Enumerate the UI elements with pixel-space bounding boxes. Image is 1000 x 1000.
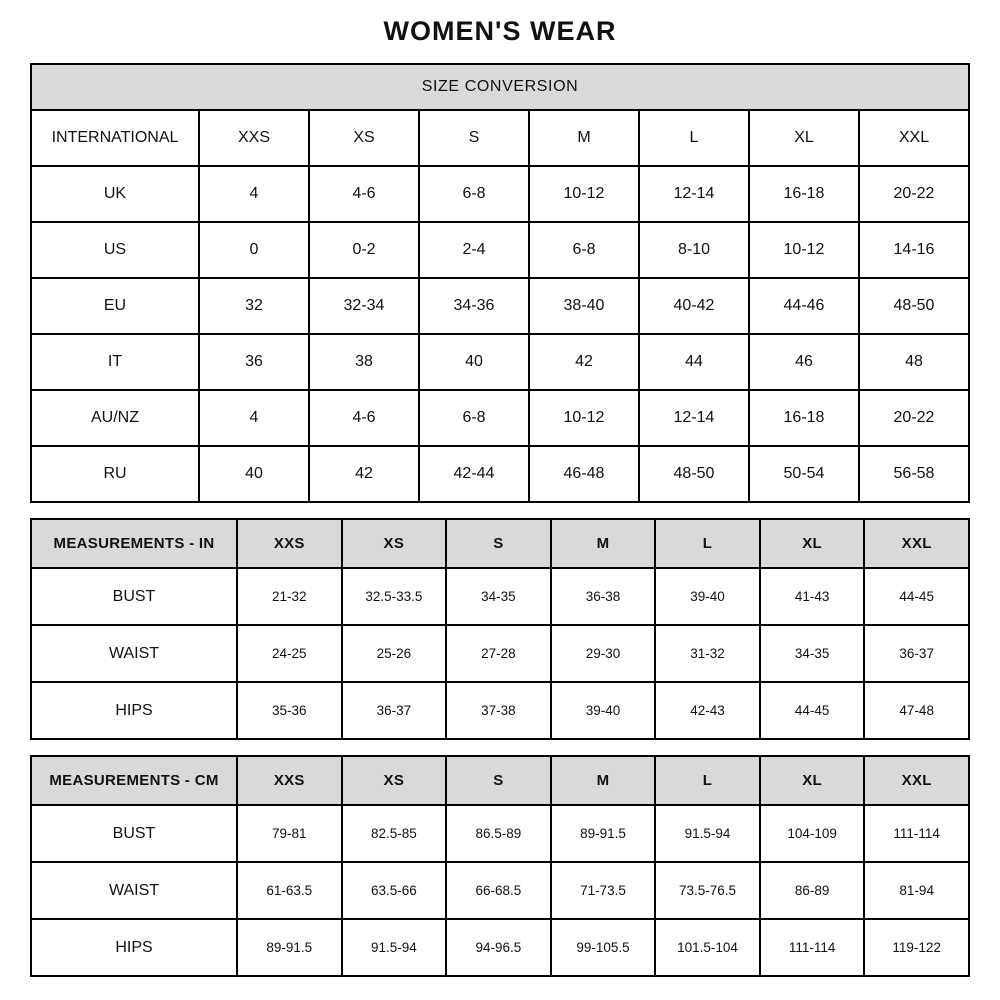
table-cell: 24-25 xyxy=(237,625,342,682)
table-cell: 32 xyxy=(199,278,309,334)
table-cell: 91.5-94 xyxy=(655,805,760,862)
row-label: BUST xyxy=(31,568,237,625)
column-header: XS xyxy=(342,756,447,805)
table-cell: 6-8 xyxy=(529,222,639,278)
row-label: BUST xyxy=(31,805,237,862)
table-header-row xyxy=(31,756,969,805)
table-cell: 89-91.5 xyxy=(237,919,342,976)
table-cell: 46 xyxy=(749,334,859,390)
table-header-row xyxy=(31,110,969,166)
table-cell: 42-44 xyxy=(419,446,529,502)
table-cell: 2-4 xyxy=(419,222,529,278)
table-cell: 37-38 xyxy=(446,682,551,739)
row-label: HIPS xyxy=(31,919,237,976)
table-cell: 16-18 xyxy=(749,166,859,222)
table-cell: 40-42 xyxy=(639,278,749,334)
measurements-cm-table xyxy=(30,755,970,977)
table-title-cell: INTERNATIONAL xyxy=(31,110,199,166)
table-cell: 40 xyxy=(419,334,529,390)
table-cell: 86.5-89 xyxy=(446,805,551,862)
table-cell: 20-22 xyxy=(859,390,969,446)
table-cell: 10-12 xyxy=(529,390,639,446)
table-row xyxy=(31,222,969,278)
table-cell: 0-2 xyxy=(309,222,419,278)
table-cell: 81-94 xyxy=(864,862,969,919)
row-label: IT xyxy=(31,334,199,390)
column-header: S xyxy=(419,110,529,166)
table-cell: 10-12 xyxy=(749,222,859,278)
table-cell: 99-105.5 xyxy=(551,919,656,976)
table-cell: 4-6 xyxy=(309,166,419,222)
column-header: XS xyxy=(309,110,419,166)
table-cell: 89-91.5 xyxy=(551,805,656,862)
table-cell: 8-10 xyxy=(639,222,749,278)
table-cell: 119-122 xyxy=(864,919,969,976)
table-cell: 16-18 xyxy=(749,390,859,446)
size-chart-page xyxy=(30,0,970,977)
table-row xyxy=(31,805,969,862)
table-header-row xyxy=(31,519,969,568)
table-row xyxy=(31,278,969,334)
table-cell: 34-36 xyxy=(419,278,529,334)
table-cell: 12-14 xyxy=(639,390,749,446)
column-header: M xyxy=(551,756,656,805)
row-label: AU/NZ xyxy=(31,390,199,446)
table-cell: 42 xyxy=(309,446,419,502)
table-cell: 31-32 xyxy=(655,625,760,682)
column-header: XL xyxy=(760,756,865,805)
table-cell: 66-68.5 xyxy=(446,862,551,919)
table-cell: 79-81 xyxy=(237,805,342,862)
table-row xyxy=(31,334,969,390)
table-cell: 50-54 xyxy=(749,446,859,502)
table-cell: 10-12 xyxy=(529,166,639,222)
column-header: S xyxy=(446,756,551,805)
table-cell: 40 xyxy=(199,446,309,502)
table-cell: 73.5-76.5 xyxy=(655,862,760,919)
table-row xyxy=(31,862,969,919)
column-header: XL xyxy=(760,519,865,568)
table-cell: 38-40 xyxy=(529,278,639,334)
table-title-cell: MEASUREMENTS - IN xyxy=(31,519,237,568)
table-cell: 47-48 xyxy=(864,682,969,739)
table-cell: 36-37 xyxy=(864,625,969,682)
column-header: XXL xyxy=(864,519,969,568)
measurements-cm-table-body xyxy=(31,756,969,976)
measurements-in-table-body xyxy=(31,519,969,739)
row-label: RU xyxy=(31,446,199,502)
table-cell: 12-14 xyxy=(639,166,749,222)
column-header: L xyxy=(639,110,749,166)
column-header: XXS xyxy=(237,756,342,805)
row-label: WAIST xyxy=(31,625,237,682)
column-header: XXS xyxy=(237,519,342,568)
column-header: XL xyxy=(749,110,859,166)
table-cell: 6-8 xyxy=(419,166,529,222)
row-label: WAIST xyxy=(31,862,237,919)
table-cell: 48-50 xyxy=(859,278,969,334)
column-header: L xyxy=(655,519,760,568)
size-conversion-table-body xyxy=(31,64,969,502)
table-cell: 4-6 xyxy=(309,390,419,446)
table-cell: 56-58 xyxy=(859,446,969,502)
table-cell: 36-37 xyxy=(342,682,447,739)
row-label: UK xyxy=(31,166,199,222)
table-cell: 42 xyxy=(529,334,639,390)
column-header: M xyxy=(551,519,656,568)
table-title-cell: MEASUREMENTS - CM xyxy=(31,756,237,805)
table-cell: 111-114 xyxy=(760,919,865,976)
table-cell: 27-28 xyxy=(446,625,551,682)
table-banner: SIZE CONVERSION xyxy=(31,64,969,110)
row-label: US xyxy=(31,222,199,278)
table-cell: 34-35 xyxy=(760,625,865,682)
table-cell: 14-16 xyxy=(859,222,969,278)
table-cell: 21-32 xyxy=(237,568,342,625)
table-cell: 104-109 xyxy=(760,805,865,862)
table-cell: 32.5-33.5 xyxy=(342,568,447,625)
table-cell: 25-26 xyxy=(342,625,447,682)
measurements-in-table xyxy=(30,518,970,740)
column-header: S xyxy=(446,519,551,568)
table-cell: 111-114 xyxy=(864,805,969,862)
table-cell: 44-46 xyxy=(749,278,859,334)
column-header: XXL xyxy=(859,110,969,166)
table-cell: 34-35 xyxy=(446,568,551,625)
table-cell: 32-34 xyxy=(309,278,419,334)
column-header: XXL xyxy=(864,756,969,805)
table-cell: 42-43 xyxy=(655,682,760,739)
table-cell: 38 xyxy=(309,334,419,390)
column-header: L xyxy=(655,756,760,805)
table-cell: 35-36 xyxy=(237,682,342,739)
table-cell: 48-50 xyxy=(639,446,749,502)
table-cell: 39-40 xyxy=(655,568,760,625)
table-cell: 82.5-85 xyxy=(342,805,447,862)
table-row xyxy=(31,568,969,625)
table-row xyxy=(31,390,969,446)
table-row xyxy=(31,446,969,502)
table-cell: 86-89 xyxy=(760,862,865,919)
table-row xyxy=(31,919,969,976)
table-cell: 46-48 xyxy=(529,446,639,502)
table-cell: 48 xyxy=(859,334,969,390)
size-conversion-table xyxy=(30,63,970,503)
table-row xyxy=(31,682,969,739)
table-cell: 41-43 xyxy=(760,568,865,625)
table-cell: 4 xyxy=(199,166,309,222)
table-cell: 101.5-104 xyxy=(655,919,760,976)
table-cell: 4 xyxy=(199,390,309,446)
table-cell: 91.5-94 xyxy=(342,919,447,976)
table-cell: 63.5-66 xyxy=(342,862,447,919)
row-label: EU xyxy=(31,278,199,334)
table-cell: 39-40 xyxy=(551,682,656,739)
table-cell: 44-45 xyxy=(864,568,969,625)
table-cell: 20-22 xyxy=(859,166,969,222)
table-cell: 36 xyxy=(199,334,309,390)
row-label: HIPS xyxy=(31,682,237,739)
column-header: XS xyxy=(342,519,447,568)
table-banner-row xyxy=(31,64,969,110)
table-cell: 44-45 xyxy=(760,682,865,739)
table-cell: 44 xyxy=(639,334,749,390)
table-row xyxy=(31,166,969,222)
table-cell: 29-30 xyxy=(551,625,656,682)
table-row xyxy=(31,625,969,682)
column-header: M xyxy=(529,110,639,166)
table-cell: 0 xyxy=(199,222,309,278)
table-cell: 61-63.5 xyxy=(237,862,342,919)
table-cell: 6-8 xyxy=(419,390,529,446)
page-title: WOMEN'S WEAR xyxy=(383,16,617,46)
column-header: XXS xyxy=(199,110,309,166)
table-cell: 36-38 xyxy=(551,568,656,625)
table-cell: 71-73.5 xyxy=(551,862,656,919)
table-cell: 94-96.5 xyxy=(446,919,551,976)
